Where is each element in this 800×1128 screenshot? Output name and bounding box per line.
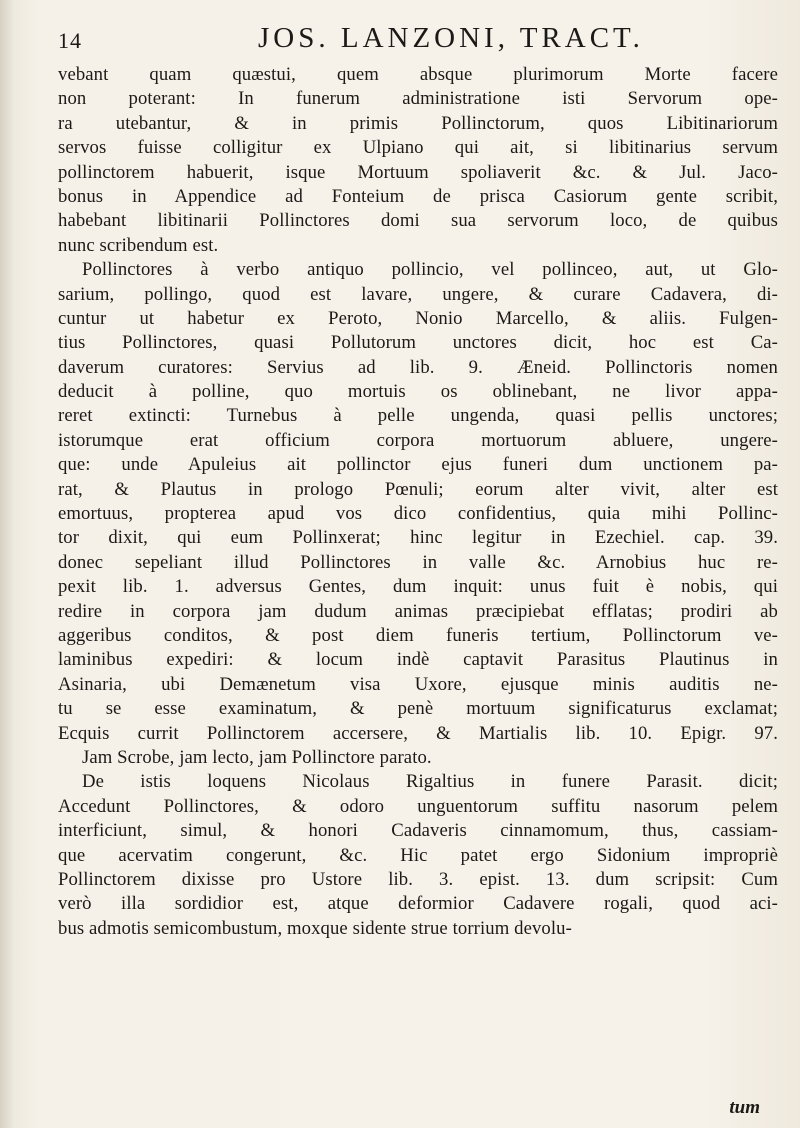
- text-line: sarium, pollingo, quod est lavare, ungere, & curare Cadavera, di-: [58, 283, 778, 305]
- text-body: [58, 63, 778, 941]
- text-line: Asinaria, ubi Demænetum visa Uxore, ejusque minis auditis ne-: [58, 673, 778, 695]
- text-line: Ecquis currit Pollinctorem accersere, & Martialis lib. 10. Epigr. 97.: [58, 722, 778, 744]
- catchword: tum: [729, 1097, 760, 1118]
- running-head: JOS. LANZONI, TRACT.: [258, 22, 644, 54]
- page-header: [58, 20, 780, 60]
- text-line: bus admotis semicombustum, moxque sidente strue torrium devolu-: [58, 917, 572, 939]
- text-line: interficiunt, simul, & honori Cadaveris cinnamomum, thus, cassiam-: [58, 820, 778, 842]
- text-line: nunc scribendum est.: [58, 234, 219, 256]
- text-line: Jam Scrobe, jam lecto, jam Pollinctore parato.: [82, 746, 432, 768]
- text-line: habebant libitinarii Pollinctores domi sua servorum loco, de quibus: [58, 210, 778, 232]
- text-line: rat, & Plautus in prologo Pœnuli; eorum alter vivit, alter est: [58, 478, 778, 500]
- text-line: cuntur ut habetur ex Peroto, Nonio Marcello, & aliis. Fulgen-: [58, 307, 778, 329]
- text-line: vebant quam quæstui, quem absque plurimorum Morte facere: [58, 64, 778, 85]
- text-line: que: unde Apuleius ait pollinctor ejus funeri dum unctionem pa-: [58, 454, 778, 476]
- text-line: tu se esse examinatum, & penè mortuum significaturus exclamat;: [58, 698, 778, 720]
- text-line: Pollinctores à verbo antiquo pollincio, vel pollinceo, aut, ut Glo-: [82, 259, 778, 281]
- text-line: reret extincti: Turnebus à pelle ungenda, quasi pellis unctores;: [58, 405, 778, 427]
- text-line: non poterant: In funerum administratione isti Servorum ope-: [58, 88, 778, 110]
- page-number: 14: [58, 28, 82, 53]
- text-line: deducit à polline, quo mortuis os oblinebant, ne livor appa-: [58, 381, 778, 403]
- text-line: daverum curatores: Servius ad lib. 9. Æneid. Pollinctoris nomen: [58, 356, 778, 378]
- spine-shadow: [0, 0, 14, 1128]
- text-line: ra utebantur, & in primis Pollinctorum, quos Libitinariorum: [58, 112, 778, 134]
- text-line: Accedunt Pollinctores, & odoro unguentorum suffitu nasorum pelem: [58, 795, 778, 817]
- text-line: Pollinctorem dixisse pro Ustore lib. 3. epist. 13. dum scripsit: Cum: [58, 868, 778, 890]
- text-line: bonus in Appendice ad Fonteium de prisca Casiorum gente scribit,: [58, 185, 778, 207]
- text-line: laminibus expediri: & locum indè captavit Parasitus Plautinus in: [58, 649, 778, 671]
- text-line: que acervatim congerunt, &c. Hic patet ergo Sidonium impropriè: [58, 844, 778, 866]
- text-line: aggeribus conditos, & post diem funeris tertium, Pollinctorum ve-: [58, 624, 778, 646]
- text-line: verò illa sordidior est, atque deformior Cadavere rogali, quod aci-: [58, 893, 778, 915]
- text-line: pollinctorem habuerit, isque Mortuum spoliaverit &c. & Jul. Jaco-: [58, 161, 778, 183]
- text-line: tius Pollinctores, quasi Pollutorum unctores dicit, hoc est Ca-: [58, 332, 778, 354]
- text-line: servos fuisse colligitur ex Ulpiano qui ait, si libitinarius servum: [58, 137, 778, 159]
- text-line: istorumque erat officium corpora mortuorum abluere, ungere-: [58, 429, 778, 451]
- text-line: donec sepeliant illud Pollinctores in valle &c. Arnobius huc re-: [58, 551, 778, 573]
- text-line: redire in corpora jam dudum animas præcipiebat efflatas; prodiri ab: [58, 600, 778, 622]
- text-line: emortuus, propterea apud vos dico confidentius, quia mihi Pollinc-: [58, 503, 778, 525]
- text-line: tor dixit, qui eum Pollinxerat; hinc legitur in Ezechiel. cap. 39.: [58, 527, 778, 549]
- text-line: De istis loquens Nicolaus Rigaltius in funere Parasit. dicit;: [82, 771, 778, 793]
- text-line: pexit lib. 1. adversus Gentes, dum inquit: unus fuit è nobis, qui: [58, 576, 778, 598]
